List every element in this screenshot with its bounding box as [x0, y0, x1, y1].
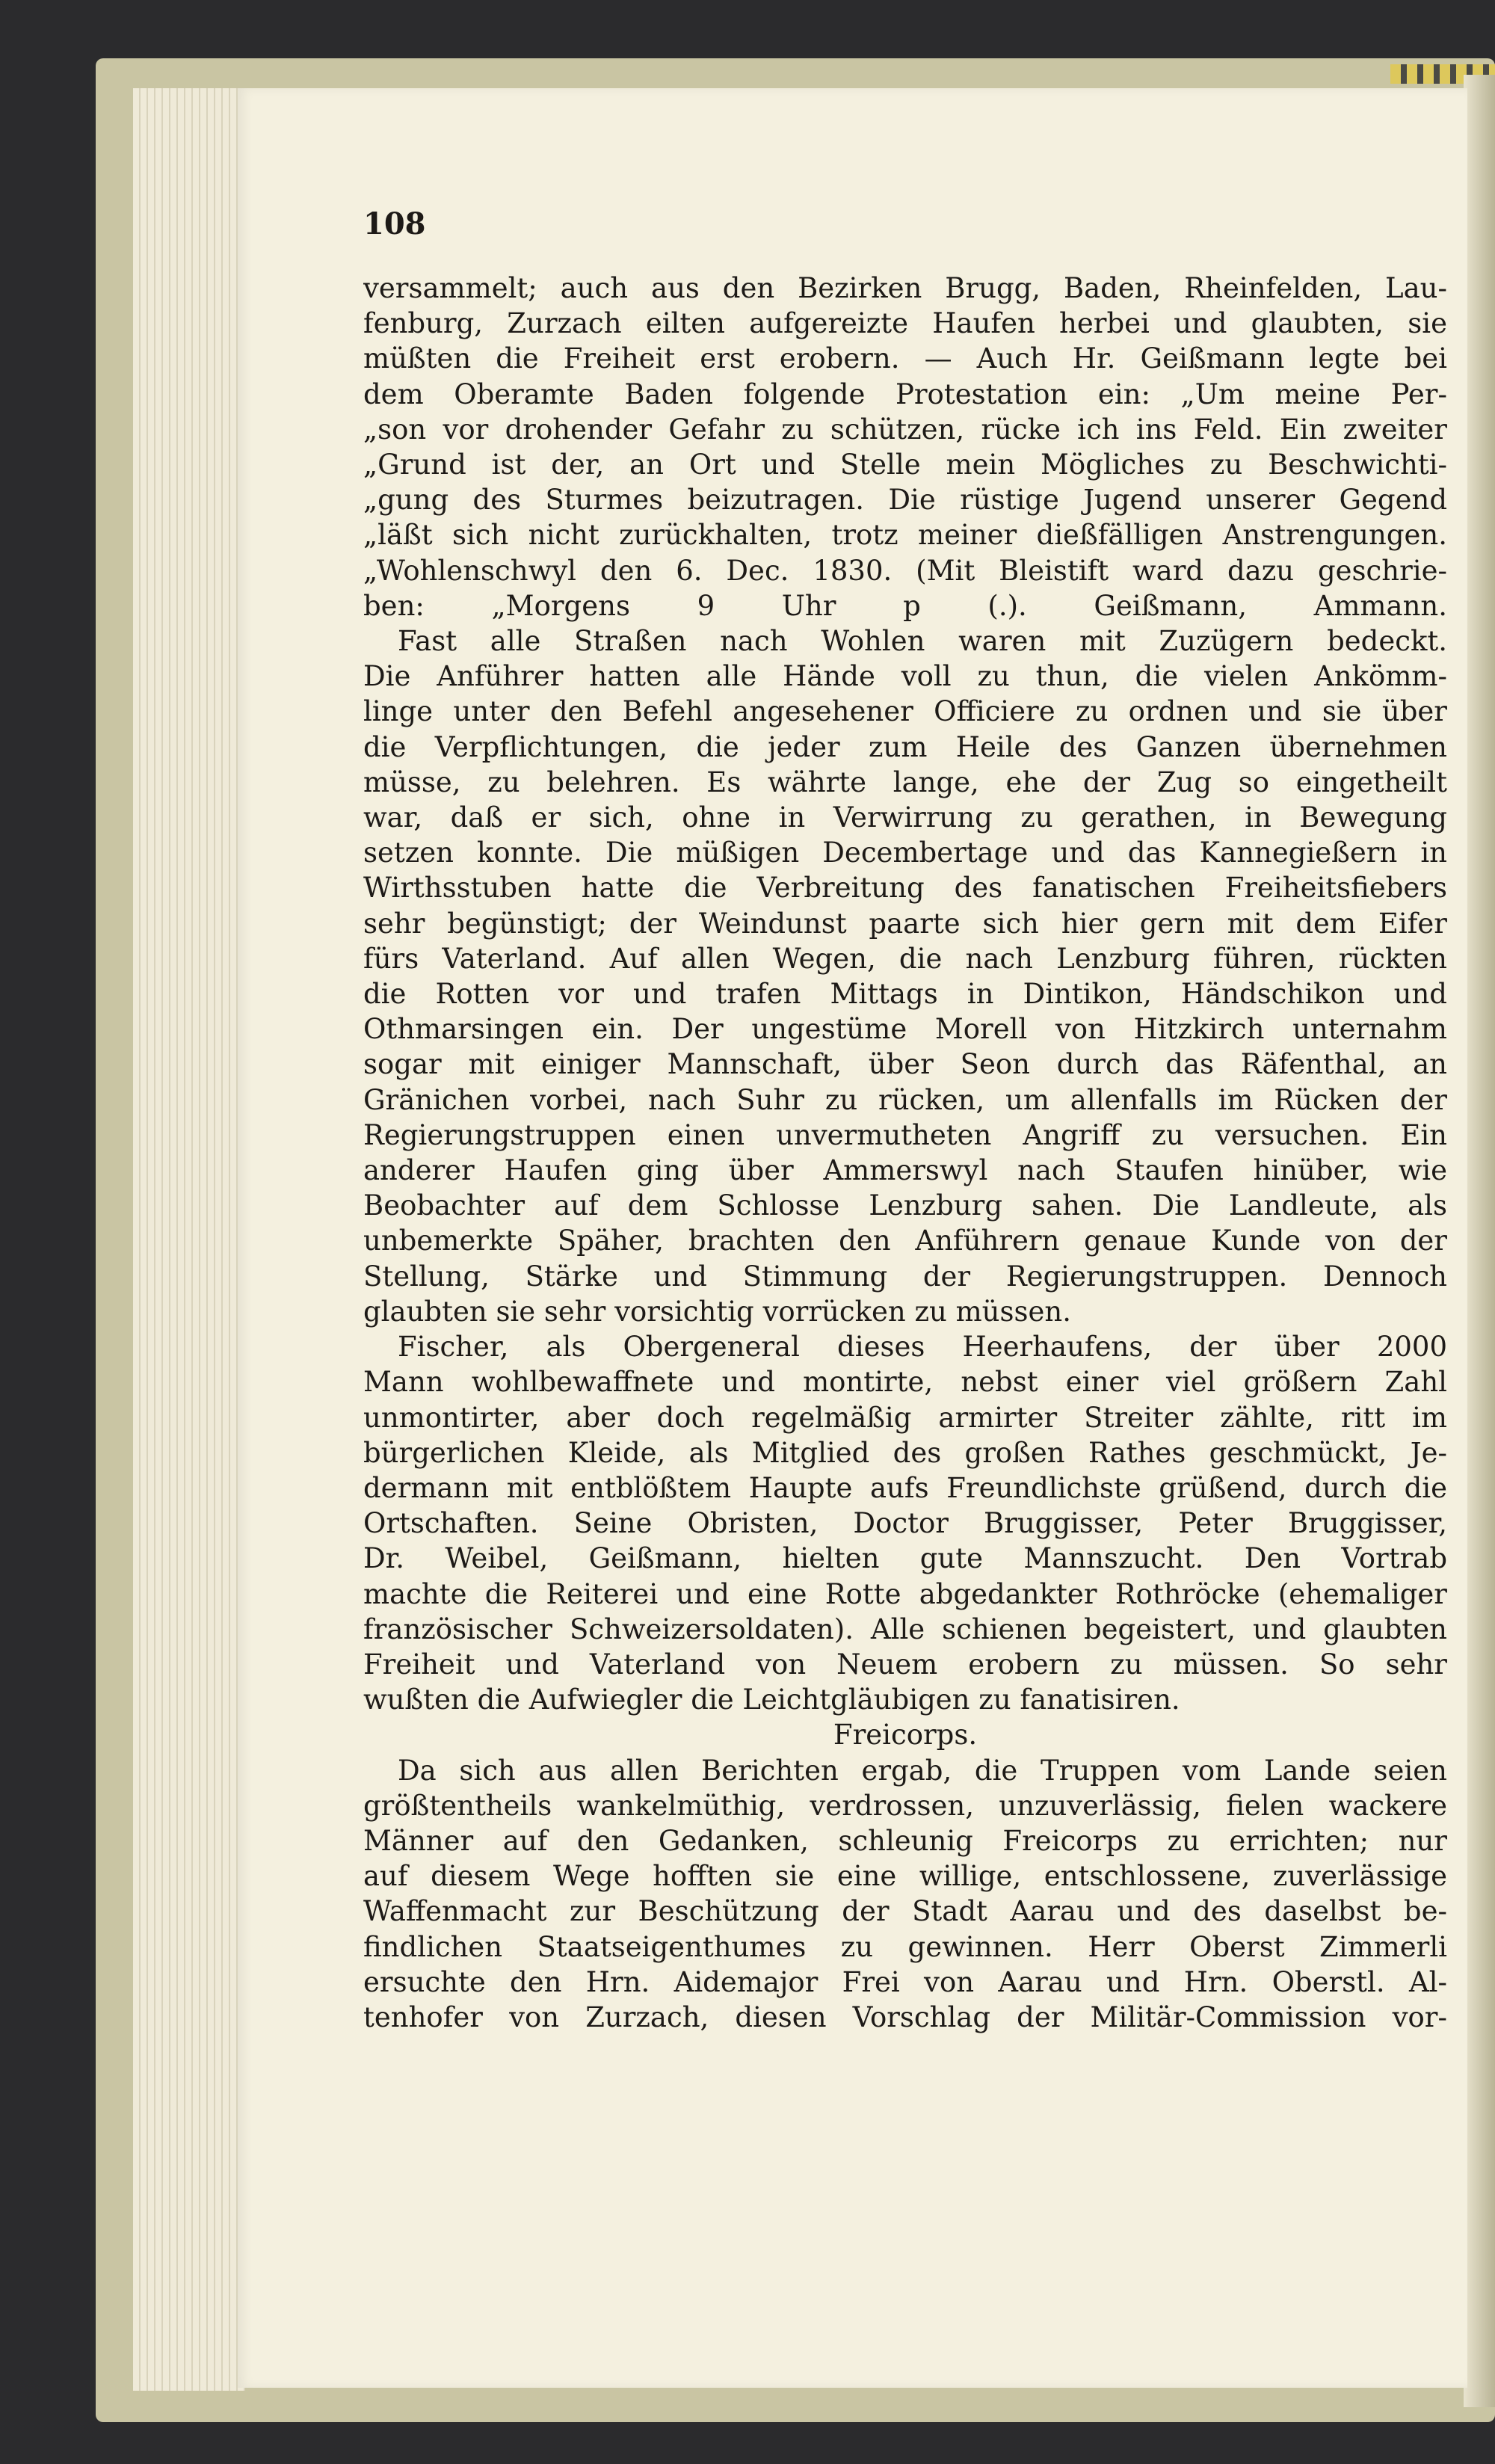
text-line: sehr begünstigt; der Weindunst paarte sich hier gern mit dem Eifer: [363, 907, 1447, 940]
text-line: unmontirter, aber doch regelmäßig armirter Streiter zählte, ritt im: [363, 1401, 1447, 1434]
text-line: unbemerkte Späher, brachten den Anführern genaue Kunde von der: [363, 1225, 1447, 1257]
text-line: Ortschaften. Seine Obristen, Doctor Bruggisser, Peter Bruggisser,: [363, 1507, 1447, 1540]
text-line: Die Anführer hatten alle Hände voll zu thun, die vielen Ankömm-: [363, 660, 1447, 693]
text-line: Waffenmacht zur Beschützung der Stadt Aarau und des daselbst be-: [363, 1895, 1447, 1928]
text-line: Mann wohlbewaffnete und montirte, nebst einer viel größern Zahl: [363, 1366, 1447, 1399]
text-line: ersuchte den Hrn. Aidemajor Frei von Aarau und Hrn. Oberstl. Al-: [363, 1965, 1447, 1998]
text-line: müsse, zu belehren. Es währte lange, ehe der Zug so eingetheilt: [363, 766, 1447, 798]
text-line: Da sich aus allen Berichten ergab, die Truppen vom Lande seien: [398, 1754, 1447, 1787]
text-line: setzen konnte. Die müßigen Decembertage und das Kannegießern in: [363, 837, 1447, 869]
text-line: die Rotten vor und trafen Mittags in Dintikon, Händschikon und: [363, 978, 1447, 1011]
text-line: tenhofer von Zurzach, diesen Vorschlag der Militär-Commission vor-: [363, 2001, 1447, 2033]
text-line: anderer Haufen ging über Ammerswyl nach Staufen hinüber, wie: [363, 1154, 1447, 1187]
text-line: versammelt; auch aus den Bezirken Brugg, Baden, Rheinfelden, Lau-: [363, 272, 1447, 304]
text-line: Othmarsingen ein. Der ungestüme Morell von Hitzkirch unternahm: [363, 1013, 1447, 1046]
text-line: französischer Schweizersoldaten). Alle schienen begeistert, und glaubten: [363, 1613, 1447, 1645]
text-line: „läßt sich nicht zurückhalten, trotz meiner dießfälligen Anstrengungen.: [363, 519, 1447, 552]
text-line: war, daß er sich, ohne in Verwirrung zu gerathen, in Bewegung: [363, 801, 1447, 834]
text-line: auf diesem Wege hofften sie eine willige, entschlossene, zuverlässige: [363, 1860, 1447, 1893]
text-line: „Grund ist der, an Ort und Stelle mein Mögliches zu Beschwichti-: [363, 449, 1447, 481]
book-page: [238, 88, 1467, 2388]
text-line: machte die Reiterei und eine Rotte abgedankter Rothröcke (ehemaliger: [363, 1577, 1447, 1610]
text-line: die Verpflichtungen, die jeder zum Heile des Ganzen übernehmen: [363, 730, 1447, 763]
page-text: [363, 271, 1447, 2035]
text-line: Beobachter auf dem Schlosse Lenzburg sahen. Die Landleute, als: [363, 1189, 1447, 1222]
text-line: Freiheit und Vaterland von Neuem erobern zu müssen. So sehr: [363, 1648, 1447, 1681]
text-line: Wirthsstuben hatte die Verbreitung des fanatischen Freiheitsfiebers: [363, 872, 1447, 905]
text-line: fenburg, Zurzach eilten aufgereizte Haufen herbei und glaubten, sie: [363, 307, 1447, 340]
text-line: „Wohlenschwyl den 6. Dec. 1830. (Mit Bleistift ward dazu geschrie-: [363, 554, 1447, 587]
text-line: „gung des Sturmes beizutragen. Die rüstige Jugend unserer Gegend: [363, 484, 1447, 517]
page-right-edge: [1464, 75, 1495, 2407]
text-line: findlichen Staatseigenthumes zu gewinnen. Herr Oberst Zimmerli: [363, 1930, 1447, 1963]
text-line: „son vor drohender Gefahr zu schützen, rücke ich ins Feld. Ein zweiter: [363, 413, 1447, 446]
text-line: linge unter den Befehl angesehener Officiere zu ordnen und sie über: [363, 695, 1447, 728]
text-line: Gränichen vorbei, nach Suhr zu rücken, um allenfalls im Rücken der: [363, 1083, 1447, 1116]
page-number: 108: [363, 206, 426, 241]
text-line: Fischer, als Obergeneral dieses Heerhaufens, der über 2000: [398, 1331, 1447, 1364]
text-line: dermann mit entblößtem Haupte aufs Freundlichste grüßend, durch die: [363, 1471, 1447, 1504]
text-line: Fast alle Straßen nach Wohlen waren mit Zuzügern bedeckt.: [398, 625, 1447, 658]
text-line: Regierungstruppen einen unvermutheten Angriff zu versuchen. Ein: [363, 1118, 1447, 1151]
text-line: wußten die Aufwiegler die Leichtgläubigen zu fanatisiren.: [363, 1684, 1180, 1716]
text-line: Stellung, Stärke und Stimmung der Regierungstruppen. Dennoch: [363, 1260, 1447, 1293]
section-heading: Freicorps.: [833, 1719, 978, 1752]
text-line: sogar mit einiger Mannschaft, über Seon durch das Räfenthal, an: [363, 1048, 1447, 1081]
text-line: fürs Vaterland. Auf allen Wegen, die nach Lenzburg führen, rückten: [363, 942, 1447, 975]
text-line: glaubten sie sehr vorsichtig vorrücken zu müssen.: [363, 1295, 1071, 1328]
text-line: müßten die Freiheit erst erobern. — Auch Hr. Geißmann legte bei: [363, 342, 1447, 375]
page-edges: [133, 88, 245, 2391]
text-line: Männer auf den Gedanken, schleunig Freicorps zu errichten; nur: [363, 1824, 1447, 1857]
text-line: bürgerlichen Kleide, als Mitglied des großen Rathes geschmückt, Je-: [363, 1436, 1447, 1469]
text-line: ben: „Morgens 9 Uhr p (.). Geißmann, Ammann.: [363, 589, 1447, 622]
text-line: Dr. Weibel, Geißmann, hielten gute Mannszucht. Den Vortrab: [363, 1542, 1447, 1575]
text-line: dem Oberamte Baden folgende Protestation ein: „Um meine Per-: [363, 378, 1447, 410]
text-line: größtentheils wankelmüthig, verdrossen, unzuverlässig, fielen wackere: [363, 1789, 1447, 1822]
